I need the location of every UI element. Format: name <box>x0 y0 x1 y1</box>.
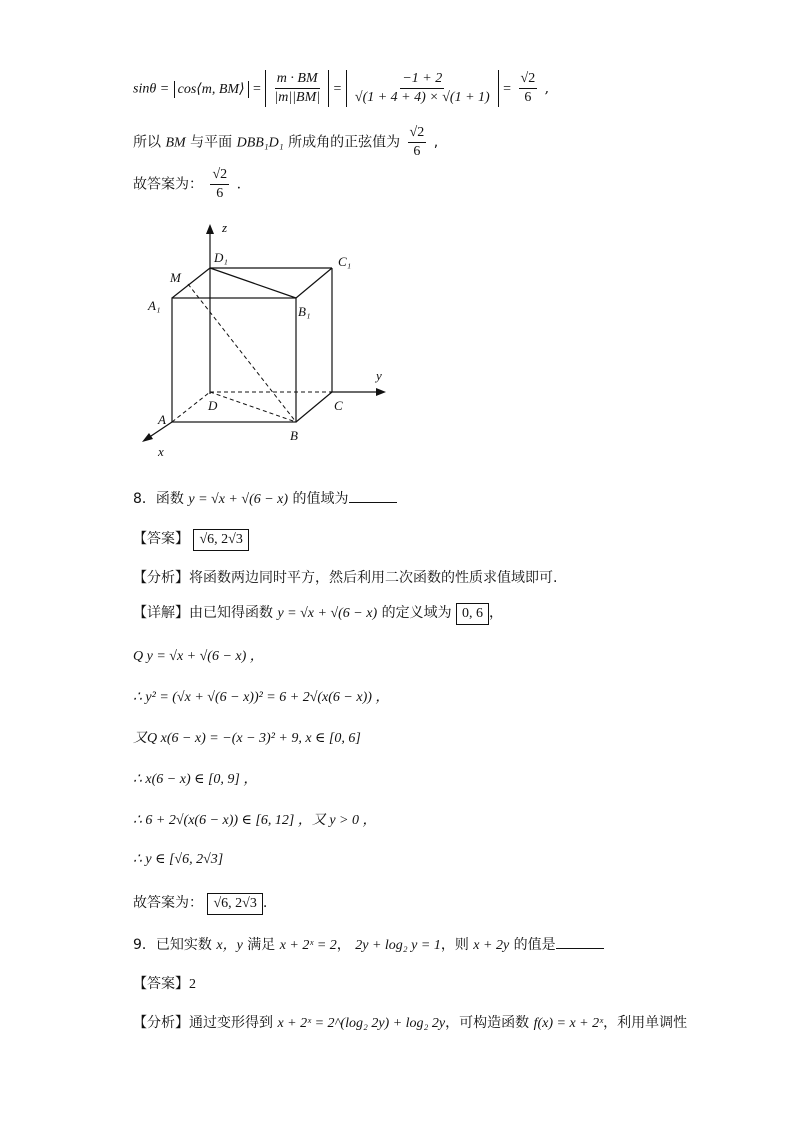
q8-stem <box>133 488 397 508</box>
q9-analysis-line <box>133 1012 687 1032</box>
z-axis-arrow <box>206 224 214 234</box>
q9-analysis-post: ，利用单调性 <box>603 1015 688 1031</box>
sine-formula-line: sinθ = cos⟨m, BM⟩ = $\frac{m \cdot BM}{|m||BM|}$ = $\frac{-1 + 2}{√(1 + 4 + 4) \times √(1 + 1)}$ = $\frac{√2}{6}$ , <box>133 71 550 105</box>
q8-answer: √6, 2√3 <box>193 529 248 551</box>
q8-step-3: 又Q x(6 − x) = −(x − 3)² + 9, x ∈ [0, 6] <box>133 731 361 746</box>
conclusion-den: 6 <box>413 144 421 159</box>
numeric-fraction-den: √(1 + 4 + 4) × √(1 + 1) <box>354 90 490 105</box>
q9-sep: ， <box>336 937 351 953</box>
q9-answer: 2 <box>189 977 196 992</box>
q9-analysis-mid: ，可构造函数 <box>445 1015 530 1031</box>
result-den: 6 <box>524 90 532 105</box>
q8-step-6: ∴ y ∈ [√6, 2√3] <box>133 852 224 867</box>
label-D1: D₁ <box>214 250 228 265</box>
edge-AD <box>172 392 210 422</box>
trail-comma: , <box>544 80 550 97</box>
vector-fraction-num: m · BM <box>275 70 320 89</box>
front-face <box>172 298 296 422</box>
conclusion-bm: BM <box>165 135 186 151</box>
q8-analysis-label: 【分析】 <box>133 570 189 586</box>
q8-number: 8． <box>133 491 156 507</box>
q9-mid: 满足 <box>247 937 276 953</box>
vector-fraction-den: |m||BM| <box>274 90 321 105</box>
q8-detail-pre: 由已知得函数 <box>189 605 273 621</box>
q9-expr: x + 2y <box>473 938 510 953</box>
answer1-den: 6 <box>216 186 224 201</box>
q8-pre: 函数 <box>155 491 184 507</box>
q8-final-trail: . <box>262 895 268 911</box>
q8-answer-line <box>133 528 249 551</box>
q8-post: 的值域为 <box>292 491 349 507</box>
result-num: √2 <box>519 70 538 89</box>
q8-detail-line <box>133 602 503 625</box>
conclusion-trail: , <box>433 134 439 151</box>
q9-blank <box>556 936 604 949</box>
answer1-trail: . <box>236 176 242 193</box>
label-B1: B₁ <box>298 304 311 319</box>
label-z: z <box>222 220 228 235</box>
x-axis-arrow <box>142 433 153 442</box>
conclusion-post: 所成角的正弦值为 <box>288 134 401 151</box>
q8-detail-expr: y = √x + √(6 − x) <box>277 606 378 621</box>
conclusion-mid: 与平面 <box>190 134 233 151</box>
q9-tail: 的值是 <box>513 937 556 953</box>
numeric-fraction-num: −1 + 2 <box>400 70 444 89</box>
answer1-fraction <box>210 166 229 203</box>
diagonal-DB <box>210 392 296 422</box>
label-x: x <box>158 444 164 459</box>
result-fraction <box>519 70 538 107</box>
q9-post: ，则 <box>440 937 469 953</box>
q9-analysis-expr: x + 2ˣ = 2^(log₂ 2y) + log₂ 2y <box>277 1016 446 1031</box>
label-A1: A₁ <box>148 298 161 313</box>
label-C: C <box>334 398 343 413</box>
cos-abs: cos⟨m, BM⟩ <box>174 81 249 98</box>
q8-final: √6, 2√3 <box>207 893 262 915</box>
q8-detail-post: 的定义域为 <box>381 605 452 621</box>
q8-domain: 0, 6 <box>456 603 489 625</box>
label-D: D <box>208 398 218 413</box>
q9-number: 9． <box>133 937 156 953</box>
q9-pre: 已知实数 <box>155 937 212 953</box>
q8-step-2: ∴ y² = (√x + √(6 − x))² = 6 + 2√(x(6 − x)) ， <box>133 690 390 705</box>
q9-vars: x，y <box>216 938 243 953</box>
segment-MB <box>188 284 296 422</box>
q8-detail-label: 【详解】 <box>133 605 189 621</box>
conclusion-num: √2 <box>408 124 427 143</box>
q8-final-line <box>133 892 267 915</box>
q9-stem <box>133 934 604 954</box>
q8-expr: y = √x + √(6 − x) <box>188 492 289 507</box>
q8-step-4: ∴ x(6 − x) ∈ [0, 9] ， <box>133 772 258 787</box>
q8-step-5: ∴ 6 + 2√(x(6 − x)) ∈ [6, 12] ，又 y > 0 ， <box>133 813 377 828</box>
sin-lhs: sinθ = <box>133 81 170 97</box>
q8-answer-label: 【答案】 <box>133 531 189 547</box>
vector-fraction <box>272 70 322 107</box>
conclusion-line <box>133 124 438 161</box>
q9-analysis-label: 【分析】 <box>133 1015 189 1031</box>
diagonal-D1B1 <box>210 268 296 298</box>
edge-B1C1 <box>296 268 332 298</box>
y-axis-arrow <box>376 388 386 396</box>
label-M: M <box>170 270 181 285</box>
label-B: B <box>290 428 298 443</box>
q8-detail-trail: ， <box>489 605 504 621</box>
label-C1: C₁ <box>338 254 352 269</box>
q8-step-1: Q y = √x + √(6 − x) ， <box>133 649 264 664</box>
q8-blank <box>349 490 397 503</box>
answer1-label: 故答案为： <box>133 176 203 193</box>
q8-final-label: 故答案为： <box>133 895 203 911</box>
edge-BC <box>296 392 332 422</box>
answer1-num: √2 <box>210 166 229 185</box>
label-y: y <box>376 368 382 383</box>
cube-figure <box>130 218 400 468</box>
answer-line-1 <box>133 166 241 203</box>
conclusion-plane: DBB₁D₁ <box>236 135 284 151</box>
numeric-fraction <box>353 70 492 107</box>
q8-analysis: 将函数两边同时平方，然后利用二次函数的性质求值域即可. <box>189 570 558 586</box>
conclusion-pre: 所以 <box>133 134 161 151</box>
q9-eq1: x + 2ˣ = 2 <box>279 938 337 953</box>
conclusion-fraction <box>408 124 427 161</box>
q9-answer-label: 【答案】 <box>133 976 189 992</box>
q9-analysis-func: f(x) = x + 2ˣ <box>533 1016 604 1031</box>
q9-answer-line <box>133 973 196 993</box>
q9-analysis-pre: 通过变形得到 <box>189 1015 273 1031</box>
q8-analysis-line <box>133 567 557 587</box>
label-A: A <box>158 412 166 427</box>
q9-eq2: 2y + log₂ y = 1 <box>355 938 441 953</box>
